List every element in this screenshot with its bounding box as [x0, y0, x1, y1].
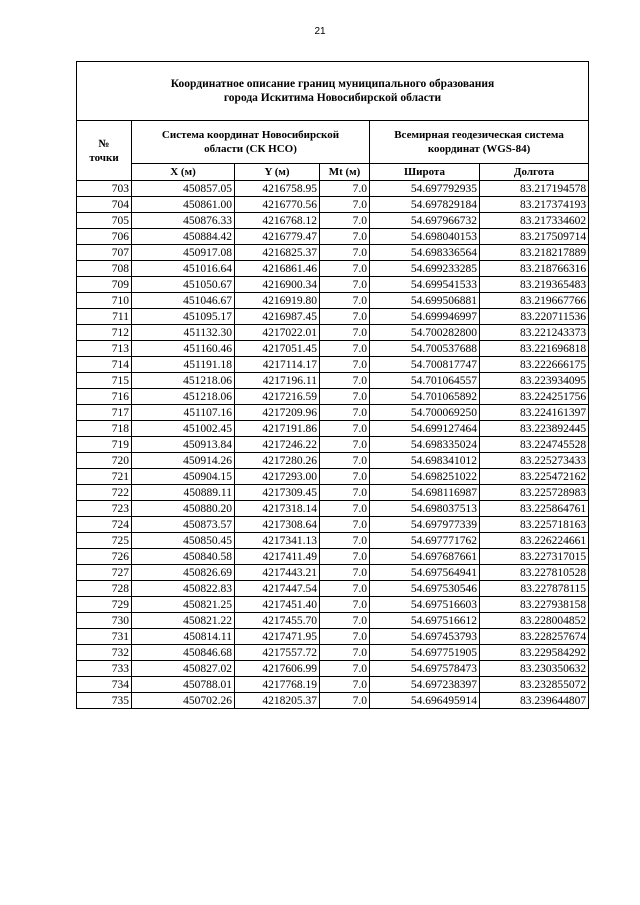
longitude-cell: 83.217334602 — [480, 213, 589, 229]
latitude-cell: 54.698251022 — [370, 469, 480, 485]
point-number-cell: 712 — [77, 325, 132, 341]
x-cell: 451191.18 — [132, 357, 235, 373]
y-cell: 4216779.47 — [235, 229, 320, 245]
table-row — [77, 373, 589, 389]
point-number-cell: 721 — [77, 469, 132, 485]
latitude-cell: 54.698037513 — [370, 501, 480, 517]
latitude-cell: 54.698336564 — [370, 245, 480, 261]
x-cell: 450889.11 — [132, 485, 235, 501]
mt-cell: 7.0 — [320, 197, 370, 213]
latitude-cell: 54.697516612 — [370, 613, 480, 629]
y-cell: 4218205.37 — [235, 693, 320, 709]
table-row — [77, 581, 589, 597]
x-cell: 450826.69 — [132, 565, 235, 581]
y-cell: 4217309.45 — [235, 485, 320, 501]
y-cell: 4217341.13 — [235, 533, 320, 549]
y-cell: 4216987.45 — [235, 309, 320, 325]
header-latitude: Широта — [370, 164, 480, 181]
y-cell: 4217293.00 — [235, 469, 320, 485]
latitude-cell: 54.700282800 — [370, 325, 480, 341]
latitude-cell: 54.699506881 — [370, 293, 480, 309]
longitude-cell: 83.226224661 — [480, 533, 589, 549]
point-number-cell: 726 — [77, 549, 132, 565]
table-row — [77, 341, 589, 357]
table-row — [77, 437, 589, 453]
y-cell: 4217216.59 — [235, 389, 320, 405]
point-number-cell: 716 — [77, 389, 132, 405]
page-number: 21 — [314, 26, 326, 37]
table-row — [77, 565, 589, 581]
x-cell: 450904.15 — [132, 469, 235, 485]
latitude-cell: 54.698040153 — [370, 229, 480, 245]
x-cell: 450857.05 — [132, 181, 235, 197]
x-cell: 450861.00 — [132, 197, 235, 213]
y-cell: 4217114.17 — [235, 357, 320, 373]
x-cell: 450876.33 — [132, 213, 235, 229]
table-row — [77, 597, 589, 613]
header-mt: Mt (м) — [320, 164, 370, 181]
point-number-cell: 711 — [77, 309, 132, 325]
point-number-cell: 709 — [77, 277, 132, 293]
point-number-cell: 720 — [77, 453, 132, 469]
table-row — [77, 389, 589, 405]
latitude-cell: 54.697516603 — [370, 597, 480, 613]
y-cell: 4217196.11 — [235, 373, 320, 389]
x-cell: 450914.26 — [132, 453, 235, 469]
latitude-cell: 54.697792935 — [370, 181, 480, 197]
y-cell: 4217191.86 — [235, 421, 320, 437]
point-number-cell: 713 — [77, 341, 132, 357]
point-number-cell: 730 — [77, 613, 132, 629]
y-cell: 4217451.40 — [235, 597, 320, 613]
table-row — [77, 197, 589, 213]
point-number-cell: 732 — [77, 645, 132, 661]
header-local-system: Система координат Новосибирской области (СК НСО) — [132, 121, 370, 164]
latitude-cell: 54.700537688 — [370, 341, 480, 357]
mt-cell: 7.0 — [320, 309, 370, 325]
y-cell: 4217209.96 — [235, 405, 320, 421]
x-cell: 450821.22 — [132, 613, 235, 629]
mt-cell: 7.0 — [320, 437, 370, 453]
mt-cell: 7.0 — [320, 405, 370, 421]
longitude-cell: 83.232855072 — [480, 677, 589, 693]
latitude-cell: 54.698335024 — [370, 437, 480, 453]
longitude-cell: 83.239644807 — [480, 693, 589, 709]
table-row — [77, 261, 589, 277]
header-point-number: № точки — [77, 121, 132, 181]
x-cell: 450821.25 — [132, 597, 235, 613]
mt-cell: 7.0 — [320, 277, 370, 293]
x-cell: 451095.17 — [132, 309, 235, 325]
longitude-cell: 83.229584292 — [480, 645, 589, 661]
x-cell: 450913.84 — [132, 437, 235, 453]
longitude-cell: 83.228257674 — [480, 629, 589, 645]
x-cell: 450788.01 — [132, 677, 235, 693]
table-row — [77, 661, 589, 677]
y-cell: 4217606.99 — [235, 661, 320, 677]
y-cell: 4217280.26 — [235, 453, 320, 469]
latitude-cell: 54.701064557 — [370, 373, 480, 389]
header-y: Y (м) — [235, 164, 320, 181]
latitude-cell: 54.699946997 — [370, 309, 480, 325]
mt-cell: 7.0 — [320, 245, 370, 261]
table-title — [77, 62, 589, 121]
table-row — [77, 549, 589, 565]
point-number-cell: 733 — [77, 661, 132, 677]
table-row — [77, 453, 589, 469]
table-row — [77, 693, 589, 709]
longitude-cell: 83.224251756 — [480, 389, 589, 405]
x-cell: 450880.20 — [132, 501, 235, 517]
y-cell: 4216770.56 — [235, 197, 320, 213]
table-row — [77, 277, 589, 293]
longitude-cell: 83.221696818 — [480, 341, 589, 357]
latitude-cell: 54.698116987 — [370, 485, 480, 501]
point-number-cell: 710 — [77, 293, 132, 309]
latitude-cell: 54.697453793 — [370, 629, 480, 645]
point-number-cell: 727 — [77, 565, 132, 581]
point-number-cell: 717 — [77, 405, 132, 421]
latitude-cell: 54.700817747 — [370, 357, 480, 373]
latitude-cell: 54.701065892 — [370, 389, 480, 405]
latitude-cell: 54.698341012 — [370, 453, 480, 469]
table-row — [77, 677, 589, 693]
table-row — [77, 501, 589, 517]
table-row — [77, 229, 589, 245]
table-row — [77, 181, 589, 197]
latitude-cell: 54.697977339 — [370, 517, 480, 533]
table-title-line1: Координатное описание границ муниципального образования — [170, 78, 495, 90]
y-cell: 4217557.72 — [235, 645, 320, 661]
table-row — [77, 533, 589, 549]
x-cell: 450846.68 — [132, 645, 235, 661]
latitude-cell: 54.699127464 — [370, 421, 480, 437]
mt-cell: 7.0 — [320, 693, 370, 709]
latitude-cell: 54.697238397 — [370, 677, 480, 693]
mt-cell: 7.0 — [320, 357, 370, 373]
mt-cell: 7.0 — [320, 261, 370, 277]
longitude-cell: 83.223892445 — [480, 421, 589, 437]
table-row — [77, 293, 589, 309]
mt-cell: 7.0 — [320, 613, 370, 629]
longitude-cell: 83.217509714 — [480, 229, 589, 245]
mt-cell: 7.0 — [320, 549, 370, 565]
y-cell: 4216825.37 — [235, 245, 320, 261]
latitude-cell: 54.697829184 — [370, 197, 480, 213]
point-number-cell: 718 — [77, 421, 132, 437]
mt-cell: 7.0 — [320, 389, 370, 405]
point-number-cell: 707 — [77, 245, 132, 261]
table-row — [77, 213, 589, 229]
point-number-cell: 728 — [77, 581, 132, 597]
table-row — [77, 325, 589, 341]
mt-cell: 7.0 — [320, 629, 370, 645]
x-cell: 450814.11 — [132, 629, 235, 645]
x-cell: 451218.06 — [132, 373, 235, 389]
x-cell: 450873.57 — [132, 517, 235, 533]
table-title-line2: города Искитима Новосибирской области — [223, 92, 442, 104]
mt-cell: 7.0 — [320, 293, 370, 309]
point-number-cell: 706 — [77, 229, 132, 245]
longitude-cell: 83.224161397 — [480, 405, 589, 421]
latitude-cell: 54.697751905 — [370, 645, 480, 661]
point-number-cell: 714 — [77, 357, 132, 373]
longitude-cell: 83.227938158 — [480, 597, 589, 613]
longitude-cell: 83.225718163 — [480, 517, 589, 533]
mt-cell: 7.0 — [320, 373, 370, 389]
mt-cell: 7.0 — [320, 485, 370, 501]
mt-cell: 7.0 — [320, 533, 370, 549]
y-cell: 4217471.95 — [235, 629, 320, 645]
point-number-cell: 724 — [77, 517, 132, 533]
longitude-cell: 83.224745528 — [480, 437, 589, 453]
y-cell: 4217447.54 — [235, 581, 320, 597]
table-row — [77, 613, 589, 629]
longitude-cell: 83.227317015 — [480, 549, 589, 565]
longitude-cell: 83.225728983 — [480, 485, 589, 501]
x-cell: 451002.45 — [132, 421, 235, 437]
x-cell: 451016.64 — [132, 261, 235, 277]
mt-cell: 7.0 — [320, 517, 370, 533]
latitude-cell: 54.697530546 — [370, 581, 480, 597]
y-cell: 4216768.12 — [235, 213, 320, 229]
latitude-cell: 54.697687661 — [370, 549, 480, 565]
mt-cell: 7.0 — [320, 469, 370, 485]
longitude-cell: 83.220711536 — [480, 309, 589, 325]
y-cell: 4216758.95 — [235, 181, 320, 197]
x-cell: 451107.16 — [132, 405, 235, 421]
x-cell: 450822.83 — [132, 581, 235, 597]
mt-cell: 7.0 — [320, 421, 370, 437]
longitude-cell: 83.228004852 — [480, 613, 589, 629]
longitude-cell: 83.222666175 — [480, 357, 589, 373]
point-number-cell: 722 — [77, 485, 132, 501]
point-number-cell: 719 — [77, 437, 132, 453]
mt-cell: 7.0 — [320, 341, 370, 357]
latitude-cell: 54.699541533 — [370, 277, 480, 293]
y-cell: 4216861.46 — [235, 261, 320, 277]
mt-cell: 7.0 — [320, 453, 370, 469]
coordinates-table — [76, 61, 589, 709]
y-cell: 4217308.64 — [235, 517, 320, 533]
table-row — [77, 245, 589, 261]
longitude-cell: 83.227878115 — [480, 581, 589, 597]
header-x: X (м) — [132, 164, 235, 181]
x-cell: 450917.08 — [132, 245, 235, 261]
point-number-cell: 708 — [77, 261, 132, 277]
y-cell: 4217246.22 — [235, 437, 320, 453]
x-cell: 451046.67 — [132, 293, 235, 309]
point-number-cell: 735 — [77, 693, 132, 709]
point-number-cell: 725 — [77, 533, 132, 549]
x-cell: 450850.45 — [132, 533, 235, 549]
header-longitude: Долгота — [480, 164, 589, 181]
mt-cell: 7.0 — [320, 213, 370, 229]
point-number-cell: 703 — [77, 181, 132, 197]
table-row — [77, 485, 589, 501]
longitude-cell: 83.217374193 — [480, 197, 589, 213]
table-row — [77, 629, 589, 645]
point-number-cell: 734 — [77, 677, 132, 693]
point-number-cell: 715 — [77, 373, 132, 389]
table-body — [77, 181, 589, 709]
mt-cell: 7.0 — [320, 229, 370, 245]
x-cell: 451132.30 — [132, 325, 235, 341]
mt-cell: 7.0 — [320, 581, 370, 597]
y-cell: 4217455.70 — [235, 613, 320, 629]
mt-cell: 7.0 — [320, 181, 370, 197]
table-row — [77, 645, 589, 661]
longitude-cell: 83.221243373 — [480, 325, 589, 341]
mt-cell: 7.0 — [320, 645, 370, 661]
latitude-cell: 54.699233285 — [370, 261, 480, 277]
point-number-cell: 729 — [77, 597, 132, 613]
longitude-cell: 83.225273433 — [480, 453, 589, 469]
x-cell: 450884.42 — [132, 229, 235, 245]
longitude-cell: 83.218766316 — [480, 261, 589, 277]
latitude-cell: 54.696495914 — [370, 693, 480, 709]
longitude-cell: 83.217194578 — [480, 181, 589, 197]
latitude-cell: 54.697771762 — [370, 533, 480, 549]
x-cell: 451218.06 — [132, 389, 235, 405]
y-cell: 4216919.80 — [235, 293, 320, 309]
longitude-cell: 83.230350632 — [480, 661, 589, 677]
mt-cell: 7.0 — [320, 597, 370, 613]
y-cell: 4217022.01 — [235, 325, 320, 341]
x-cell: 451160.46 — [132, 341, 235, 357]
table-row — [77, 517, 589, 533]
y-cell: 4217411.49 — [235, 549, 320, 565]
x-cell: 451050.67 — [132, 277, 235, 293]
point-number-cell: 705 — [77, 213, 132, 229]
latitude-cell: 54.697966732 — [370, 213, 480, 229]
y-cell: 4217443.21 — [235, 565, 320, 581]
mt-cell: 7.0 — [320, 565, 370, 581]
y-cell: 4217051.45 — [235, 341, 320, 357]
latitude-cell: 54.697564941 — [370, 565, 480, 581]
latitude-cell: 54.700069250 — [370, 405, 480, 421]
longitude-cell: 83.223934095 — [480, 373, 589, 389]
header-wgs-system: Всемирная геодезическая система координат (WGS-84) — [370, 121, 589, 164]
x-cell: 450840.58 — [132, 549, 235, 565]
longitude-cell: 83.219667766 — [480, 293, 589, 309]
longitude-cell: 83.227810528 — [480, 565, 589, 581]
table-row — [77, 421, 589, 437]
table-row — [77, 405, 589, 421]
point-number-cell: 731 — [77, 629, 132, 645]
mt-cell: 7.0 — [320, 661, 370, 677]
table-row — [77, 309, 589, 325]
y-cell: 4217318.14 — [235, 501, 320, 517]
y-cell: 4216900.34 — [235, 277, 320, 293]
y-cell: 4217768.19 — [235, 677, 320, 693]
mt-cell: 7.0 — [320, 325, 370, 341]
point-number-cell: 704 — [77, 197, 132, 213]
mt-cell: 7.0 — [320, 501, 370, 517]
longitude-cell: 83.219365483 — [480, 277, 589, 293]
mt-cell: 7.0 — [320, 677, 370, 693]
longitude-cell: 83.225472162 — [480, 469, 589, 485]
table-row — [77, 357, 589, 373]
x-cell: 450827.02 — [132, 661, 235, 677]
x-cell: 450702.26 — [132, 693, 235, 709]
point-number-cell: 723 — [77, 501, 132, 517]
longitude-cell: 83.225864761 — [480, 501, 589, 517]
longitude-cell: 83.218217889 — [480, 245, 589, 261]
table-row — [77, 469, 589, 485]
latitude-cell: 54.697578473 — [370, 661, 480, 677]
